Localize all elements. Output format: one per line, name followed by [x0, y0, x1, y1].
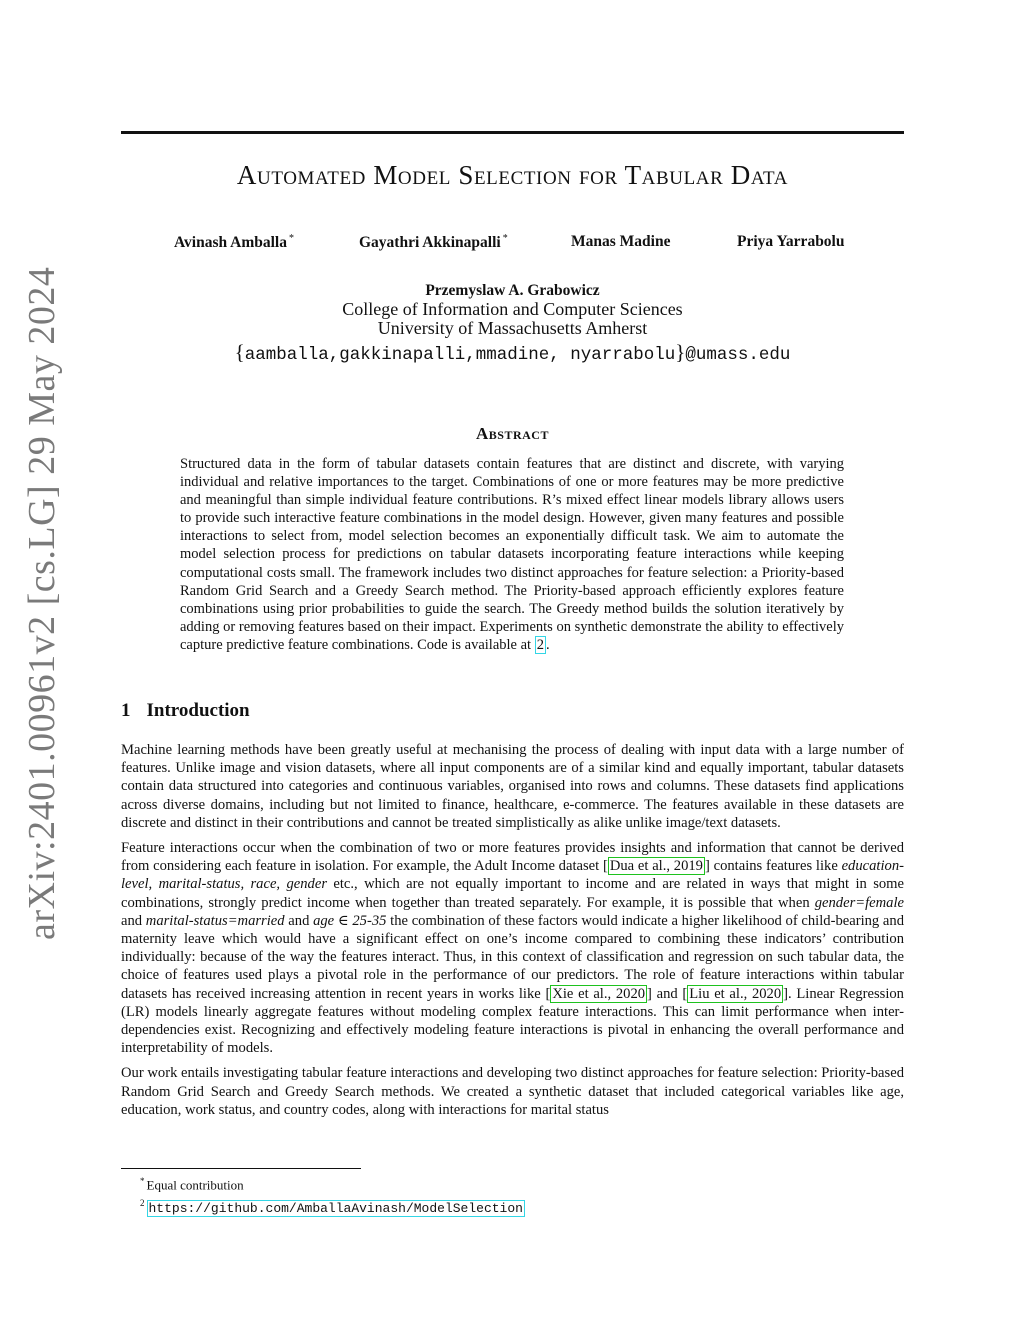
author-name: Avinash Amballa: [174, 234, 287, 252]
italic-text: marital-status=married: [145, 912, 285, 929]
email-domain: @umass.edu: [685, 345, 791, 365]
email-brace-left: {: [234, 340, 245, 364]
italic-text: age ∈ 25-35: [313, 912, 387, 929]
paragraph-text: etc., which are not equally important to income and are related in ways that might in some combinations, strongly predict income when together than treated separately. For example, it is possible that when: [121, 876, 904, 911]
paragraph: Our work entails investigating tabular feature interactions and developing two distinct approaches for feature selection: Priority-based Random Grid Search and Greedy Search methods. We created a synthetic dataset that included categorical variables like age, education, work status, and country codes, along with interactions for marital status: [121, 1065, 904, 1118]
affiliation-block: [121, 281, 904, 367]
author: [174, 233, 294, 252]
footnote-link[interactable]: 2: [536, 636, 544, 653]
email-brace-right: }: [675, 340, 686, 364]
abstract-body-text: Structured data in the form of tabular datasets contain features that are distinct and discrete, with varying individual and relative importances to the target. Combinations of one or more features may be more predictive and meaningful than simple individual feature contributions. R’s mixed effect linear models library allows users to provide such interactive feature combinations in the model design. However, given many features and possible interactions to select from, model selection becomes an exponentially difficult task. We aim to automate the model selection process for predictions on tabular datasets incorporating feature interactions while keeping computational costs small. The framework includes two distinct approaches for feature selection: a Priority-based Random Grid Search and a Greedy Search method. The Priority-based approach efficiently explores feature combinations using prior probabilities to guide the search. The Greedy method builds the solution iteratively by adding or removing features based on their impact. Experiments on synthetic demonstrate the ability to effectively capture predictive feature combinations. Code is available at: [180, 456, 844, 653]
paragraph-text: the combination of these factors would indicate a higher likelihood of child-bearing and maternity leave which would have a significant effect on one’s income compared to combining these indicators’ contribution individually: because of the way the features interact. Thus, in this context of classification and regression on such tabular data, the choice of features used plays a pivotal role in the performance of our predictors. The role of feature interactions within tabular datasets has received increasing attention in recent years in works like [: [121, 912, 904, 1002]
affiliation-college: College of Information and Computer Sciences: [342, 299, 683, 319]
affiliation-university: University of Massachusetts Amherst: [377, 318, 648, 338]
section-body: [121, 741, 904, 1126]
citation-link[interactable]: Liu et al., 2020: [689, 985, 782, 1002]
footnote-rule: [121, 1168, 361, 1169]
author-mark: *: [288, 233, 294, 244]
author: [359, 233, 508, 252]
italic-text: gender=female: [814, 894, 904, 911]
paragraph-text: and: [284, 912, 314, 929]
footnote-text: Equal contribution: [146, 1177, 244, 1193]
author-mark: *: [502, 233, 508, 244]
paragraph: [121, 839, 904, 1057]
paragraph-text: ]. Linear Regression (LR) models linearly aggregate features without modeling complex feature interactions. This can limit performance when inter-dependencies exist. Recognizing and effectively modeling feature interactions is pivotal in enhancing the overall performance and interpretability of models.: [121, 985, 904, 1057]
section-number: 1: [121, 700, 131, 721]
paragraph-text: and: [121, 912, 146, 929]
affiliation-author: Przemyslaw A. Grabowicz: [425, 282, 600, 299]
footnote: [140, 1194, 525, 1217]
abstract-heading: Abstract: [476, 424, 549, 443]
citation-link[interactable]: Dua et al., 2019: [609, 858, 703, 875]
section-heading: [121, 700, 250, 722]
title-rule: [121, 131, 904, 134]
paragraph-text: ] contains features like: [704, 858, 842, 875]
footnote-url-link[interactable]: https://github.com/AmballaAvinash/ModelSelection: [148, 1200, 523, 1216]
affiliation-email: [121, 340, 904, 367]
paragraph-text: Feature interactions occur when the combination of two or more features provides insights and information that cannot be derived from considering each feature in isolation. For example, the Adult Income dataset [: [121, 840, 904, 875]
footnotes: [140, 1172, 525, 1218]
paper-title: Automated Model Selection for Tabular Data: [236, 160, 789, 190]
arxiv-identifier: arXiv:2401.00961v2 [cs.LG] 29 May 2024: [21, 266, 63, 940]
paragraph-text: ] and [: [647, 985, 688, 1002]
italic-text: education-level, marital-status, race, gender: [121, 858, 904, 893]
section-title: Introduction: [146, 700, 250, 721]
paragraph: Machine learning methods have been greatly useful at mechanising the process of dealing with input data with a large number of features. Unlike image and vision datasets, where all input components are of a similar kind and equally important, tabular datasets contain data structured into categories and continuous variables, organised into rows and columns. These datasets find applications across diverse domains, including but not limited to finance, healthcare, e-commerce. The features available in these datasets are discrete and distinct in their contributions and cannot be treated simplistically as alike unlike image/text datasets.: [121, 742, 904, 831]
abstract-end: .: [545, 636, 550, 653]
author: [571, 233, 670, 251]
footnote-mark: 2: [140, 1198, 145, 1209]
author-name: Gayathri Akkinapalli: [359, 234, 501, 252]
email-users: aamballa,gakkinapalli,mmadine, nyarrabolu: [244, 345, 676, 365]
footnote: [140, 1172, 525, 1194]
author-name: Priya Yarrabolu: [737, 233, 845, 250]
author-name: Manas Madine: [571, 233, 671, 250]
author: [737, 233, 845, 251]
abstract-text: [180, 455, 844, 654]
citation-link[interactable]: Xie et al., 2020: [552, 985, 646, 1002]
footnote-mark: *: [140, 1176, 145, 1186]
